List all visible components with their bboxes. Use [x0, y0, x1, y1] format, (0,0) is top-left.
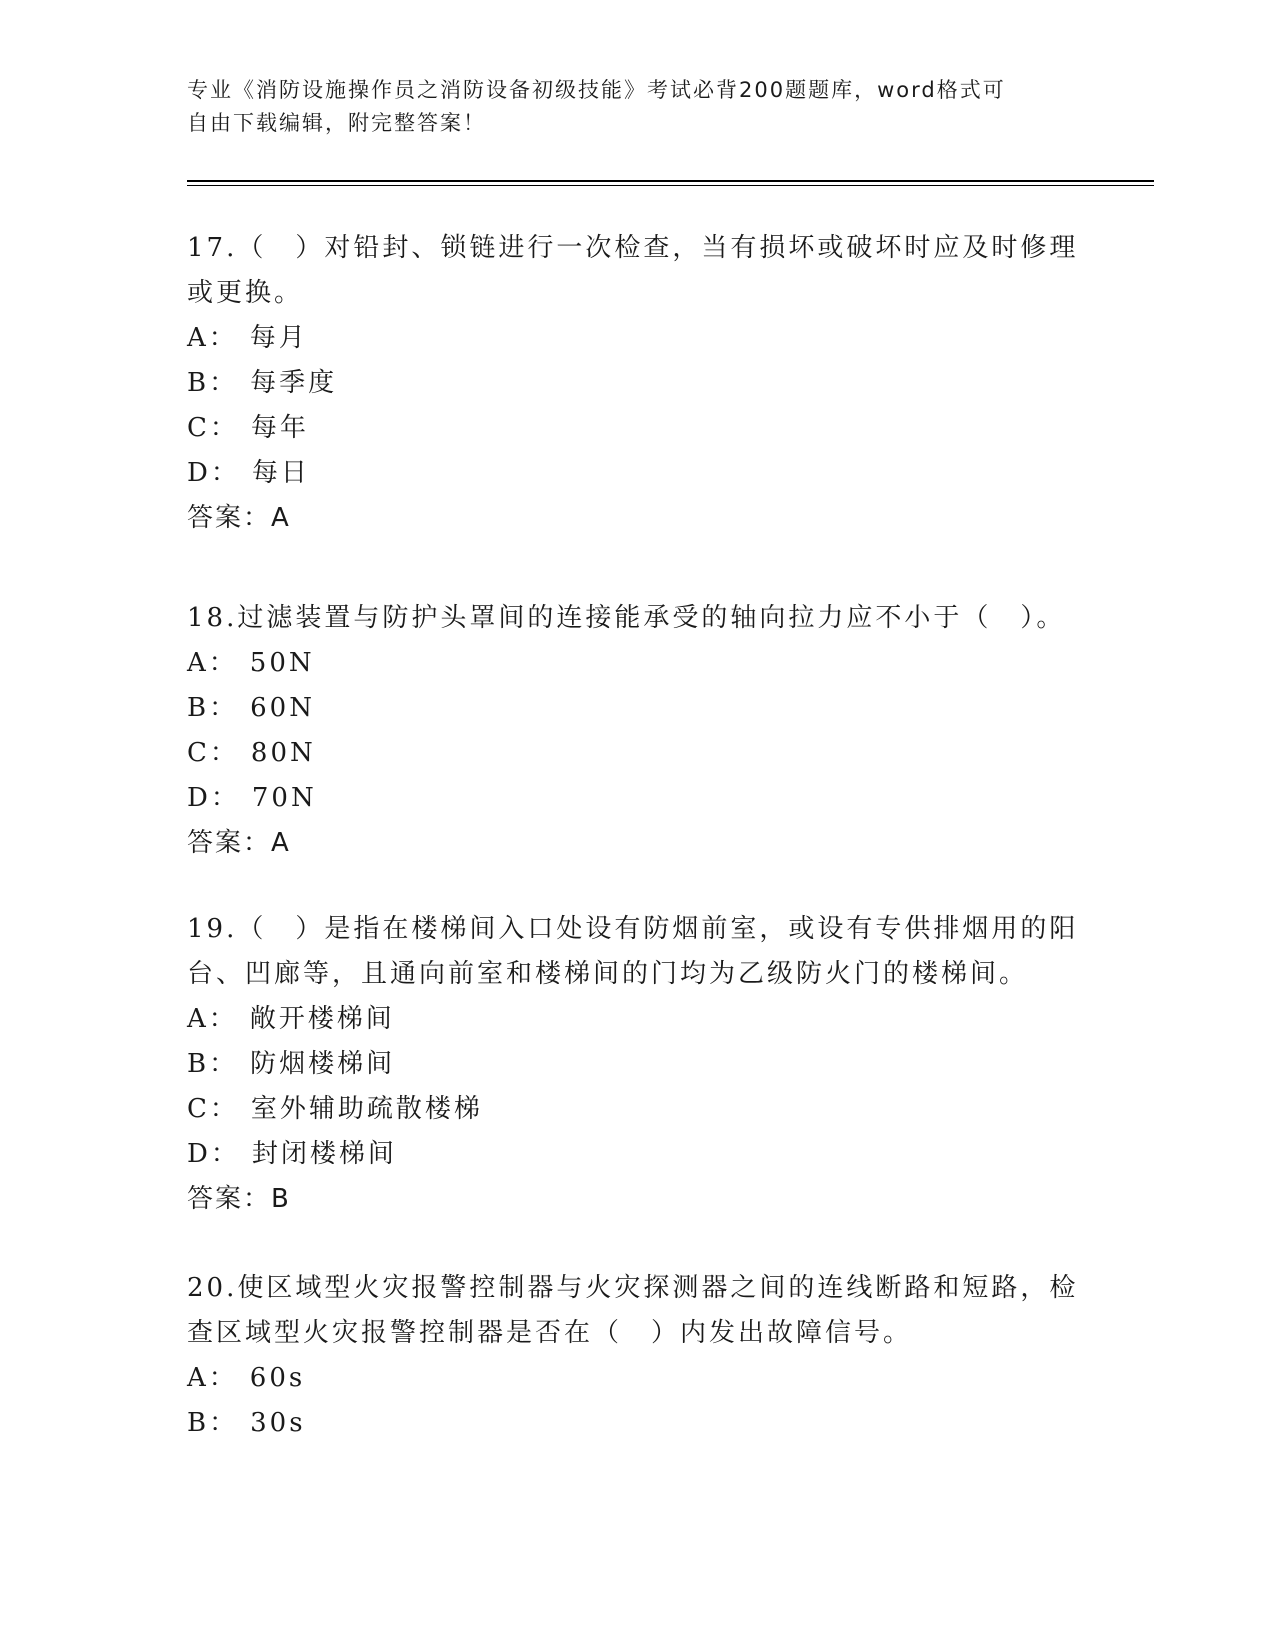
option-key: A：: [187, 1363, 238, 1393]
option-text: 敞开楼梯间: [249, 1004, 395, 1034]
option-text: 防烟楼梯间: [250, 1049, 396, 1079]
option-text: 60s: [249, 1363, 306, 1393]
option-key: B：: [187, 693, 239, 723]
question-stem: 19.（ ）是指在楼梯间入口处设有防烟前室，或设有专供排烟用的阳台、凹廊等，且通向前室和楼梯间的门均为乙级防火门的楼梯间。: [187, 914, 1079, 989]
question-stem: 20.使区域型火灾报警控制器与火灾探测器之间的连线断路和短路，检查区域型火灾报警控制器是否在（ ）内发出故障信号。: [187, 1273, 1079, 1348]
option-key: A：: [187, 648, 238, 678]
answer: 答案：A: [187, 828, 291, 858]
option-text: 每月: [249, 323, 308, 353]
answer: 答案：A: [187, 503, 291, 533]
option-text: 80N: [250, 738, 316, 768]
option-text: 60N: [250, 693, 315, 723]
option-text: 30s: [250, 1408, 306, 1438]
option-c: [187, 1087, 1087, 1132]
option-d: [187, 776, 1087, 821]
option-key: D：: [187, 458, 240, 488]
header-divider-thin: [187, 185, 1154, 186]
question-20: [187, 1266, 1087, 1446]
question-18: [187, 596, 1087, 866]
option-text: 每年: [250, 413, 309, 443]
header-title-line-1: 专业《消防设施操作员之消防设备初级技能》考试必背200题题库，word格式可: [187, 78, 1006, 102]
option-key: B：: [187, 368, 239, 398]
question-19: [187, 907, 1087, 1222]
question-17: [187, 226, 1087, 541]
option-a: [187, 997, 1087, 1042]
option-d: [187, 451, 1087, 496]
option-key: D：: [187, 1139, 240, 1169]
option-b: [187, 686, 1087, 731]
answer: 答案：B: [187, 1184, 291, 1214]
option-text: 70N: [251, 783, 317, 813]
header-title-line-2: 自由下载编辑，附完整答案！: [187, 111, 486, 135]
option-key: B：: [187, 1408, 239, 1438]
option-text: 50N: [249, 648, 315, 678]
option-text: 室外辅助疏散楼梯: [250, 1094, 483, 1124]
option-a: [187, 1356, 1087, 1401]
option-key: D：: [187, 783, 240, 813]
option-text: 每季度: [250, 368, 338, 398]
option-key: A：: [187, 1004, 238, 1034]
header-divider-thick: [187, 180, 1154, 182]
option-key: C：: [187, 1094, 239, 1124]
option-key: B：: [187, 1049, 239, 1079]
option-b: [187, 1401, 1087, 1446]
option-key: C：: [187, 738, 239, 768]
option-a: [187, 316, 1087, 361]
option-text: 每日: [251, 458, 310, 488]
option-d: [187, 1132, 1087, 1177]
option-a: [187, 641, 1087, 686]
option-b: [187, 361, 1087, 406]
option-b: [187, 1042, 1087, 1087]
question-stem: 17.（ ）对铅封、锁链进行一次检查，当有损坏或破坏时应及时修理或更换。: [187, 233, 1079, 308]
option-text: 封闭楼梯间: [251, 1139, 397, 1169]
option-key: C：: [187, 413, 239, 443]
document-header: [187, 74, 1087, 140]
question-stem: 18.过滤装置与防护头罩间的连接能承受的轴向拉力应不小于（ ）。: [187, 603, 1066, 633]
option-c: [187, 406, 1087, 451]
option-c: [187, 731, 1087, 776]
option-key: A：: [187, 323, 238, 353]
